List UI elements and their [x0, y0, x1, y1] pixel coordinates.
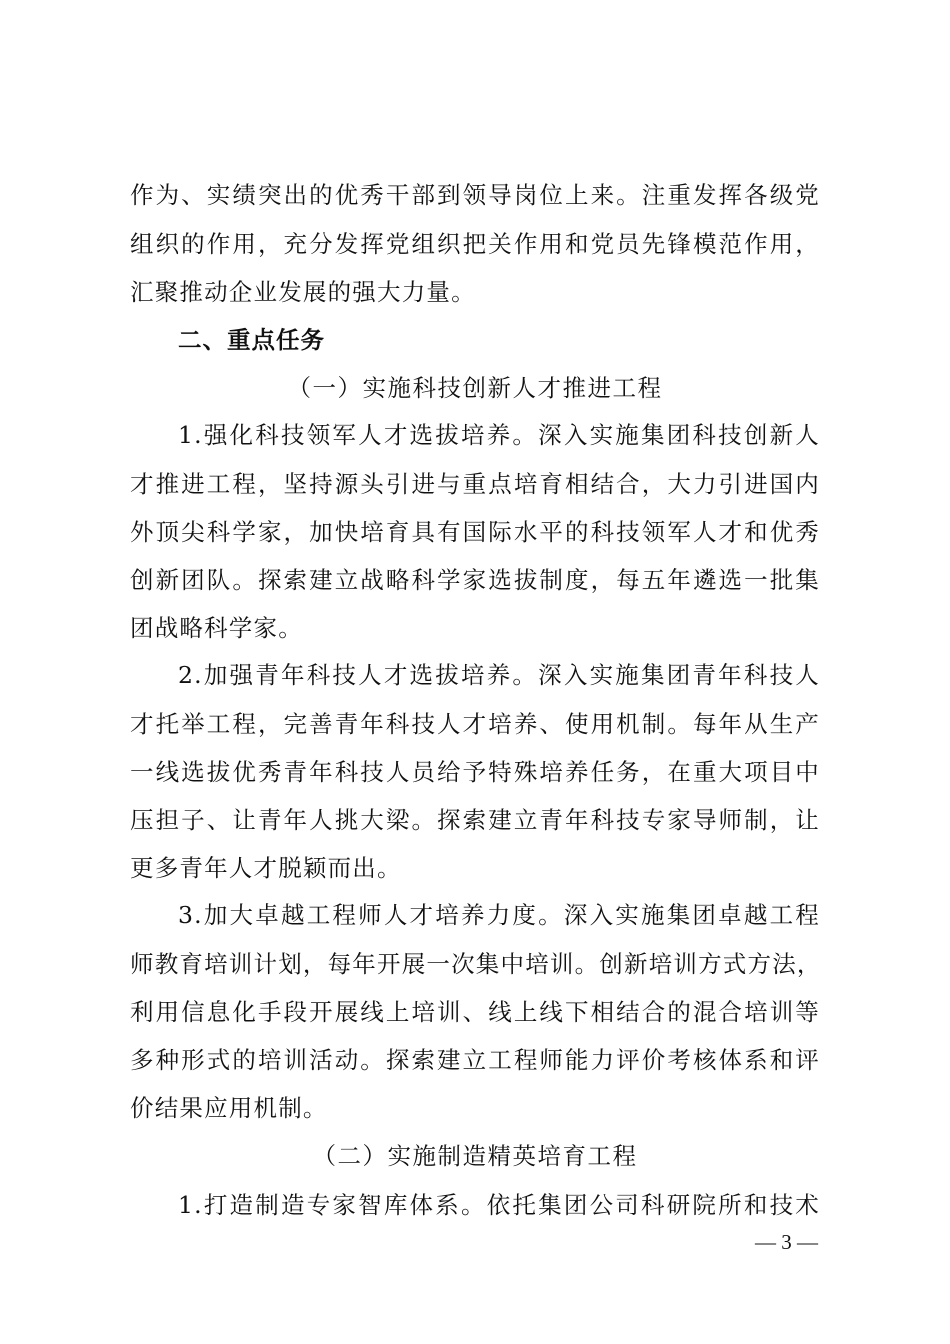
section-heading: 二、重点任务: [178, 326, 325, 354]
page-number: — 3 —: [755, 1230, 818, 1254]
s1-item3-line-2: 师教育培训计划，每年开展一次集中培训。创新培训方式方法，: [130, 950, 822, 978]
s2-item1-line-1: 1.打造制造专家智库体系。依托集团公司科研院所和技术: [178, 1191, 820, 1219]
intro-line-2: 组织的作用，充分发挥党组织把关作用和党员先锋模范作用，: [130, 230, 820, 258]
s1-item1-line-5: 团战略科学家。: [130, 614, 303, 642]
s1-item1-line-2: 才推进工程，坚持源头引进与重点培育相结合，大力引进国内: [130, 470, 820, 498]
s1-item2-line-3: 一线选拔优秀青年科技人员给予特殊培养任务，在重大项目中: [130, 758, 820, 786]
intro-line-1: 作为、实绩突出的优秀干部到领导岗位上来。注重发挥各级党: [130, 181, 820, 209]
s1-item2-line-2: 才托举工程，完善青年科技人才培养、使用机制。每年从生产: [130, 710, 820, 738]
s1-item1-line-1: 1.强化科技领军人才选拔培养。深入实施集团科技创新人: [178, 421, 820, 449]
s1-item3-line-1: 3.加大卓越工程师人才培养力度。深入实施集团卓越工程: [178, 901, 820, 929]
s1-item3-line-3: 利用信息化手段开展线上培训、线上线下相结合的混合培训等: [130, 998, 820, 1026]
s1-item3-line-4: 多种形式的培训活动。探索建立工程师能力评价考核体系和评: [130, 1046, 820, 1074]
s1-item2-line-4: 压担子、让青年人挑大梁。探索建立青年科技专家导师制，让: [130, 806, 820, 834]
s1-item2-line-5: 更多青年人才脱颖而出。: [130, 854, 402, 882]
s1-item1-line-3: 外顶尖科学家，加快培育具有国际水平的科技领军人才和优秀: [130, 518, 820, 546]
s1-item1-line-4: 创新团队。探索建立战略科学家选拔制度，每五年遴选一批集: [130, 566, 820, 594]
intro-line-3: 汇聚推动企业发展的强大力量。: [130, 278, 476, 306]
s1-item2-line-1: 2.加强青年科技人才选拔培养。深入实施集团青年科技人: [178, 661, 820, 689]
s1-item3-line-5: 价结果应用机制。: [130, 1094, 328, 1122]
subsection-1-title: （一）实施科技创新人才推进工程: [287, 374, 663, 402]
subsection-2-title: （二）实施制造精英培育工程: [312, 1142, 638, 1170]
